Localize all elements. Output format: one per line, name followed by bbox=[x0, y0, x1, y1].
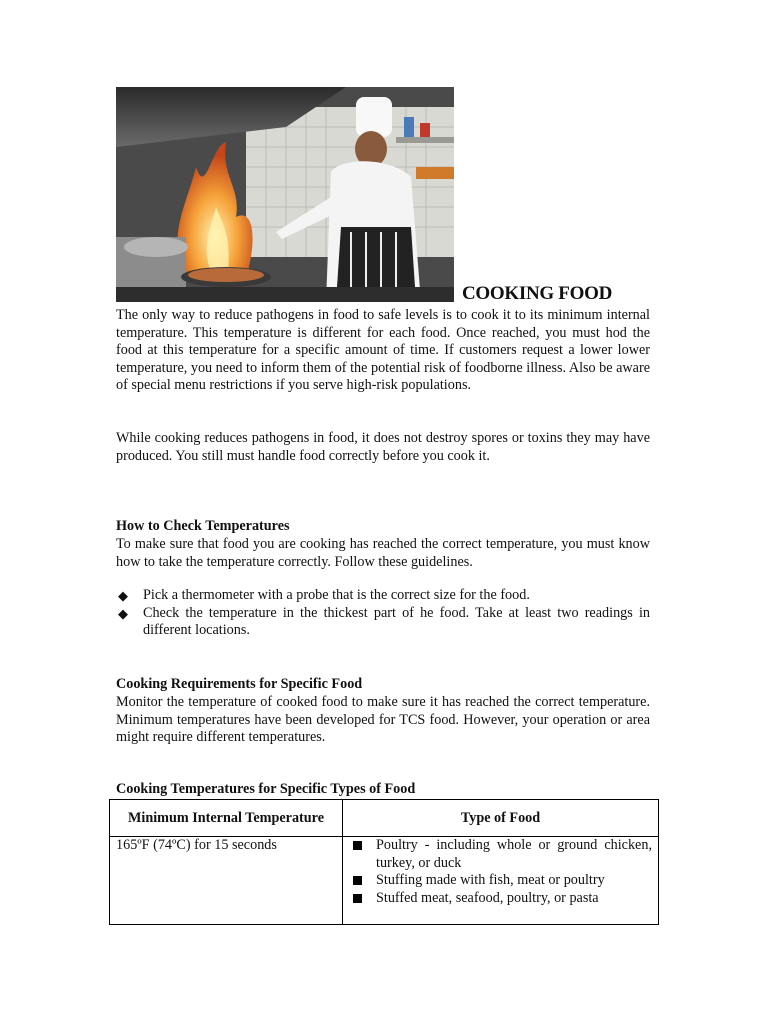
diamond-bullet-icon: ◆ bbox=[118, 605, 128, 621]
table-caption: Cooking Temperatures for Specific Types of Food bbox=[116, 781, 416, 797]
guidelines-list bbox=[116, 587, 650, 640]
square-bullet-icon bbox=[353, 876, 362, 885]
table-row bbox=[110, 837, 659, 925]
food-list bbox=[349, 837, 652, 907]
list-item-text: Pick a thermometer with a probe that is the correct size for the food. bbox=[143, 587, 530, 603]
list-item bbox=[116, 605, 650, 640]
list-item-text: Poultry - including whole or ground chicken, turkey, or duck bbox=[376, 837, 652, 871]
list-item bbox=[116, 587, 650, 605]
list-item bbox=[349, 872, 652, 890]
table-header-row bbox=[110, 800, 659, 837]
section-heading-requirements: Cooking Requirements for Specific Food bbox=[116, 676, 363, 692]
section-text: Monitor the temperature of cooked food to make sure it has reached the correct temperature. Minimum temperatures have been developed for TCS food. However, your operation or area might require different temperatures. bbox=[116, 694, 650, 746]
square-bullet-icon bbox=[353, 841, 362, 850]
list-item-text: Stuffed meat, seafood, poultry, or pasta bbox=[376, 889, 599, 906]
square-bullet-icon bbox=[353, 894, 362, 903]
cooking-temperatures-table bbox=[109, 799, 659, 925]
column-header: Type of Food bbox=[343, 800, 659, 837]
section-text: To make sure that food you are cooking has reached the correct temperature, you must know how to take the temperature correctly. Follow these guidelines. bbox=[116, 536, 650, 570]
column-header: Minimum Internal Temperature bbox=[110, 800, 343, 837]
temperature-cell: 165ºF (74ºC) for 15 seconds bbox=[110, 837, 343, 925]
chef-cooking-photo bbox=[116, 87, 454, 302]
section-heading-check-temperatures: How to Check Temperatures bbox=[116, 518, 290, 534]
list-item-text: Check the temperature in the thickest part of he food. Take at least two readings in different locations. bbox=[143, 604, 650, 639]
intro-paragraph: The only way to reduce pathogens in food to safe levels is to cook it to its minimum internal temperature. This temperature is different for each food. Once reached, you must hod the food at this temperature for a specific amount of time. If customers request a lower lower temperature, you need to inform them of the potential risk of foodborne illness. Also be aware of special menu restrictions if you serve high-risk populations. bbox=[116, 307, 650, 394]
list-item-text: Stuffing made with fish, meat or poultry bbox=[376, 872, 605, 888]
diamond-bullet-icon: ◆ bbox=[118, 588, 128, 603]
intro-paragraph: While cooking reduces pathogens in food, it does not destroy spores or toxins they may have produced. You still must handle food correctly before you cook it. bbox=[116, 430, 650, 464]
food-cell bbox=[343, 837, 659, 925]
page-title: COOKING FOOD bbox=[462, 283, 612, 304]
list-item bbox=[349, 837, 652, 872]
list-item bbox=[349, 890, 652, 908]
